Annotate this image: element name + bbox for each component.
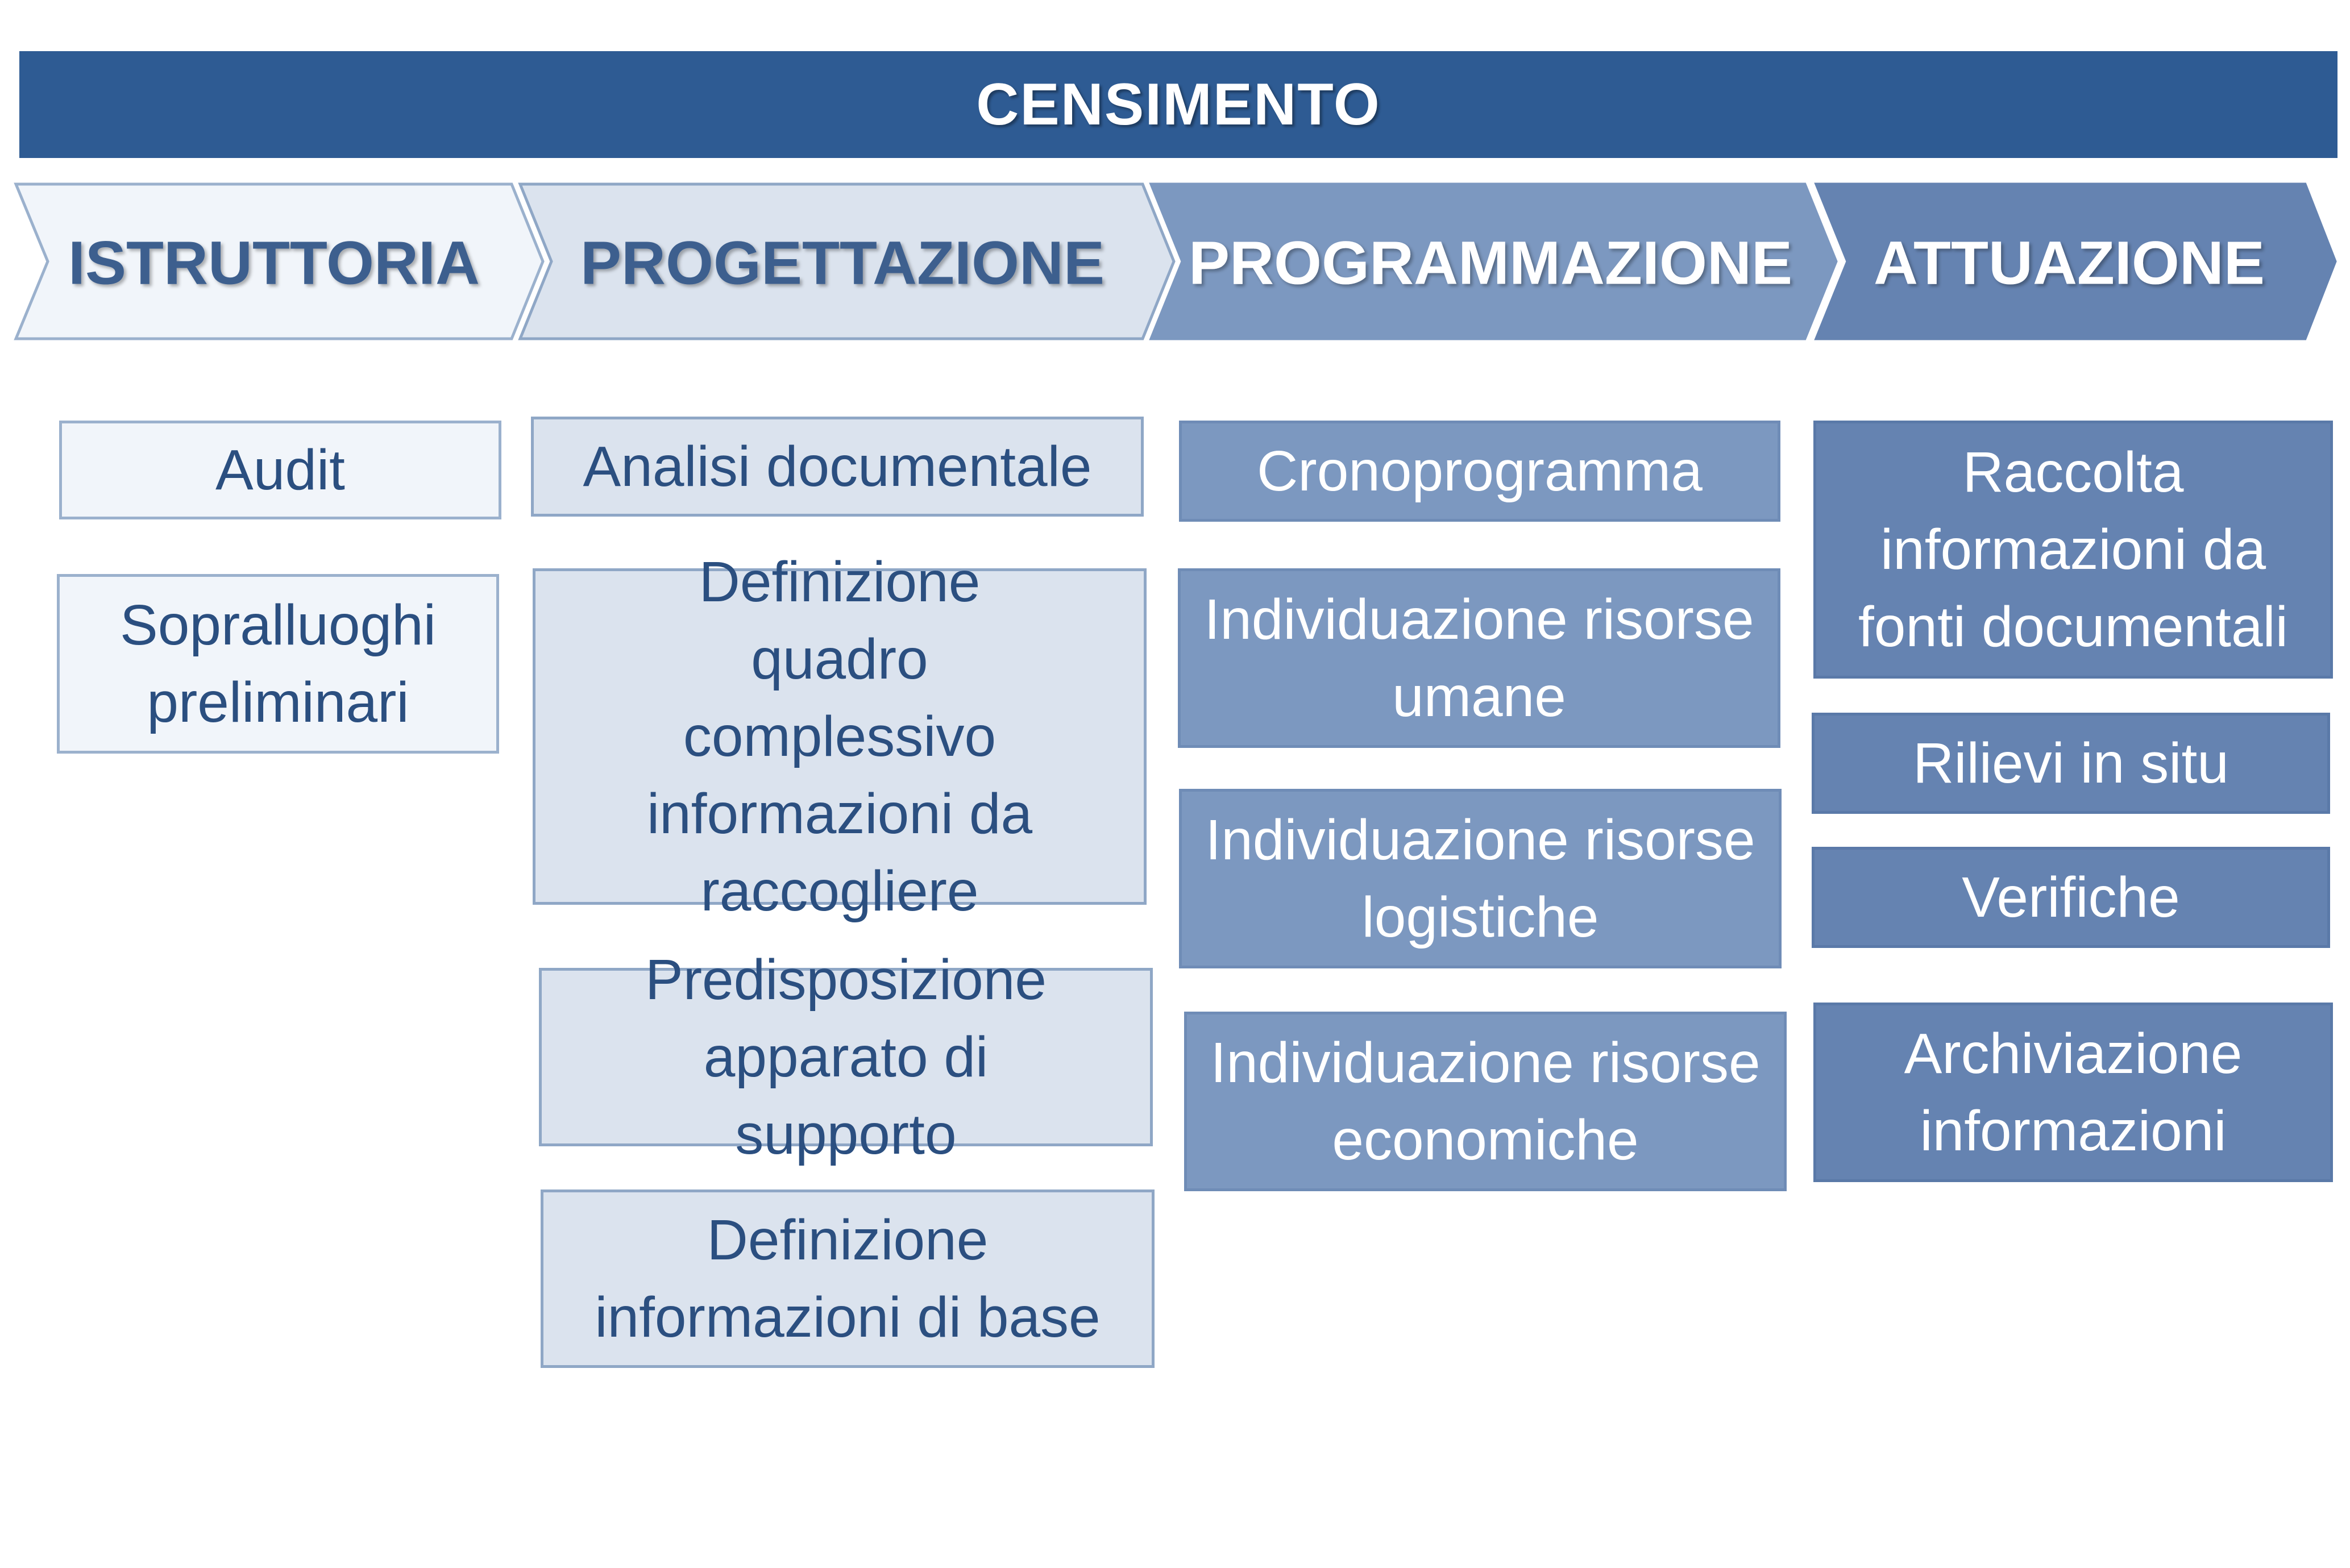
activity-definizione-quadro: Definizione quadro complessivo informazioni da raccogliere bbox=[533, 568, 1147, 905]
title-banner bbox=[19, 51, 2337, 158]
phase-label-attuazione: ATTUAZIONE bbox=[1874, 228, 2265, 297]
activity-analisi-documentale: Analisi documentale bbox=[531, 417, 1144, 517]
phase-label-programmazione: PROGRAMMAZIONE bbox=[1189, 228, 1792, 297]
activity-cronoprogramma: Cronoprogramma bbox=[1179, 421, 1780, 522]
activity-risorse-umane: Individuazione risorse umane bbox=[1178, 568, 1780, 748]
activity-raccolta-informazioni: Raccolta informazioni da fonti documentali bbox=[1813, 421, 2333, 679]
activity-archiviazione-informazioni: Archiviazione informazioni bbox=[1813, 1003, 2333, 1182]
diagram-title: CENSIMENTO bbox=[976, 71, 1381, 138]
phase-label-istruttoria: ISTRUTTORIA bbox=[68, 228, 480, 297]
activity-verifiche: Verifiche bbox=[1812, 847, 2330, 948]
activity-rilievi-in-situ: Rilievi in situ bbox=[1812, 713, 2330, 814]
activity-risorse-logistiche: Individuazione risorse logistiche bbox=[1179, 789, 1782, 968]
phase-label-progettazione: PROGETTAZIONE bbox=[580, 228, 1105, 297]
activity-definizione-informazioni-base: Definizione informazioni di base bbox=[541, 1189, 1155, 1368]
activity-audit: Audit bbox=[59, 421, 501, 519]
activity-sopralluoghi-preliminari: Sopralluoghi preliminari bbox=[57, 574, 499, 754]
phase-chevron-row bbox=[0, 180, 2350, 350]
activity-risorse-economiche: Individuazione risorse economiche bbox=[1184, 1012, 1787, 1191]
activity-predisposizione-apparato: Predisposizione apparato di supporto bbox=[539, 968, 1153, 1146]
